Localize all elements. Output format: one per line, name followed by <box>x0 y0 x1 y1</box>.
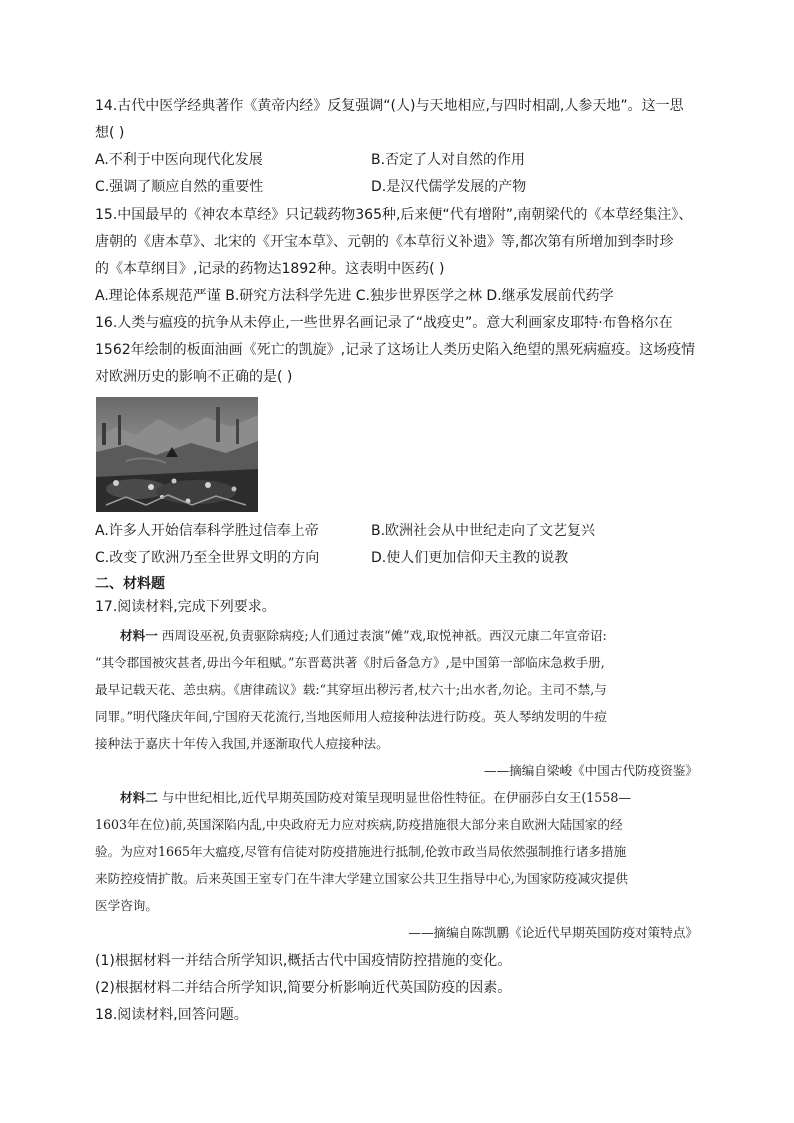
q16-stem-line1: 16.人类与瘟疫的抗争从未停止,一些世界名画记录了“战疫史”。意大利画家皮耶特·布鲁格尔在 <box>95 315 673 331</box>
q16-option-c: C.改变了欧洲乃至全世界文明的方向 <box>95 550 320 566</box>
q17-material2-source: ——摘编自陈凯鹏《论近代早期英国防疫对策特点》 <box>408 925 698 940</box>
q14-option-b: B.否定了人对自然的作用 <box>371 152 526 168</box>
q17-material1-line1 <box>95 627 720 645</box>
q16-option-d: D.使人们更加信仰天主教的说教 <box>371 550 569 566</box>
q16-option-a: A.许多人开始信奉科学胜过信奉上帝 <box>95 523 319 539</box>
q17-requirement-2: (2)根据材料二并结合所学知识,简要分析影响近代英国防疫的因素。 <box>95 980 512 996</box>
q17-stem: 17.阅读材料,完成下列要求。 <box>95 599 276 615</box>
q14-option-d: D.是汉代儒学发展的产物 <box>371 179 527 195</box>
material2-label: 材料二 <box>120 790 158 805</box>
q15-stem-line2: 唐朝的《唐本草》、北宋的《开宝本草》、元朝的《本草衍义补遗》等,都次第有所增加到李时珍 <box>95 234 674 250</box>
q17-material2-line5: 医学咨询。 <box>95 898 158 913</box>
q16-option-b: B.欧洲社会从中世纪走向了文艺复兴 <box>371 523 596 539</box>
q17-material1-line3: 最早记载天花、恙虫病。《唐律疏议》载:“其穿垣出秽污者,杖六十;出水者,勿论。主司不禁,与 <box>95 682 607 697</box>
q15-stem-line3: 的《本草纲目》,记录的药物达1892种。这表明中医药( ) <box>95 261 445 277</box>
q17-material2-line3: 验。为应对1665年大瘟疫,尽管有信徒对防疫措施进行抵制,伦敦市政当局依然强制推行诸多措施 <box>95 844 627 859</box>
q16-stem-line3: 对欧洲历史的影响不正确的是( ) <box>95 369 293 385</box>
q15-stem-line1: 15.中国最早的《神农本草经》只记载药物365种,后来便“代有增附”,南朝梁代的《本草经集注》、 <box>95 207 693 223</box>
material1-text: 西周设巫祝,负责驱除病疫;人们通过表演“傩”戏,取悦神祇。西汉元康二年宣帝诏: <box>157 628 607 643</box>
q18-stem: 18.阅读材料,回答问题。 <box>95 1007 248 1023</box>
q17-material1-line5: 接种法于嘉庆十年传入我国,并逐渐取代人痘接种法。 <box>95 736 389 751</box>
q14-stem-line2: 想( ) <box>95 125 125 141</box>
material2-text: 与中世纪相比,近代早期英国防疫对策呈现明显世俗性特征。在伊丽莎白女王(1558— <box>157 790 631 805</box>
q14-option-c: C.强调了顺应自然的重要性 <box>95 179 264 195</box>
q17-material2-line4: 来防控疫情扩散。后来英国王室专门在牛津大学建立国家公共卫生指导中心,为国家防疫减灾提供 <box>95 871 628 886</box>
q17-material1-line2: “其令郡国被灾甚者,毋出今年租赋。”东晋葛洪著《肘后备急方》,是中国第一部临床急救手册, <box>95 655 605 670</box>
q17-material2-line2: 1603年在位)前,英国深陷内乱,中央政府无力应对疾病,防疫措施很大部分来自欧洲大陆国家的经 <box>95 817 623 832</box>
q16-stem-line2: 1562年绘制的板面油画《死亡的凯旋》,记录了这场让人类历史陷入绝望的黑死病瘟疫。这场疫情 <box>95 342 696 358</box>
q17-material2-line1 <box>95 789 720 807</box>
section-heading: 二、材料题 <box>95 576 165 592</box>
q17-material1-line4: 同罪。”明代隆庆年间,宁国府天花流行,当地医师用人痘接种法进行防疫。英人琴纳发明的牛痘 <box>95 709 607 724</box>
material1-label: 材料一 <box>120 628 158 643</box>
q14-stem-line1: 14.古代中医学经典著作《黄帝内经》反复强调“(人)与天地相应,与四时相副,人参天地”。这一思 <box>95 98 684 114</box>
q17-requirement-1: (1)根据材料一并结合所学知识,概括古代中国疫情防控措施的变化。 <box>95 953 512 969</box>
q15-options: A.理论体系规范严谨 B.研究方法科学先进 C.独步世界医学之林 D.继承发展前代药学 <box>95 288 614 304</box>
q17-material1-source: ——摘编自梁峻《中国古代防疫资鉴》 <box>483 763 698 778</box>
triumph-of-death-painting <box>96 397 258 512</box>
q14-option-a: A.不利于中医向现代化发展 <box>95 152 263 168</box>
painting-illustration <box>96 397 258 512</box>
